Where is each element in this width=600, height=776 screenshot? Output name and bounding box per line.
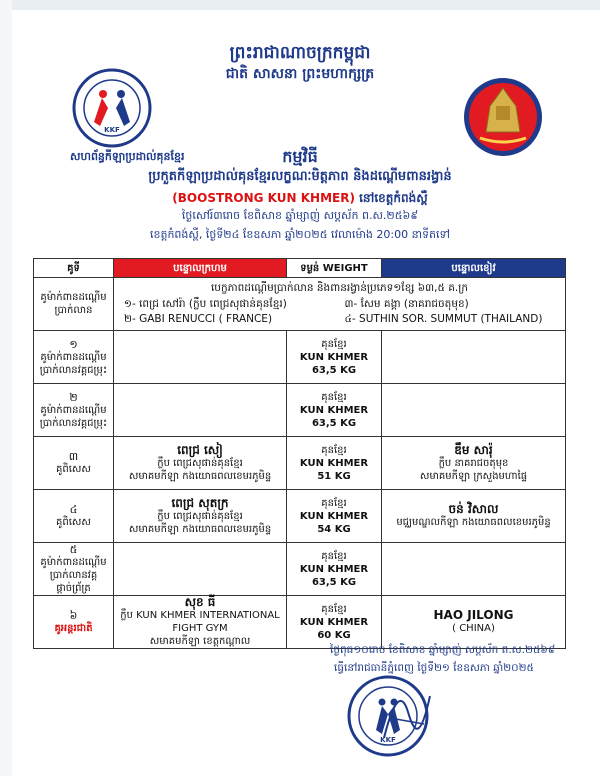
left-band bbox=[0, 0, 12, 776]
prize-fight-2: ២- GABI RENUCCI ( FRANCE) bbox=[124, 312, 273, 325]
bout-number: ២ bbox=[69, 390, 78, 404]
table-row bbox=[34, 490, 566, 543]
top-band bbox=[0, 0, 600, 10]
weight-class-kh: គុនខ្មែរ bbox=[321, 497, 347, 509]
blue-fighter-name: ចន់ វិសាល bbox=[448, 502, 499, 516]
red-fighter-club: ក្លឹប ពេជ្រសុផាន់គុនខ្មែរ bbox=[157, 457, 243, 469]
weight-value: 63,5 KG bbox=[311, 417, 357, 429]
table-row bbox=[34, 384, 566, 437]
weight-value: 63,5 KG bbox=[311, 576, 357, 588]
prize-top-line: បេក្ខភាពដណ្តើមប្រាក់លាន និងពានរង្វាន់ប្រភេទ១ខ្សែ ៦៣,៥ គ.ក្រ bbox=[210, 281, 469, 294]
header-bout: គូទី bbox=[34, 259, 114, 278]
bout-label: គូម៉ាក់ពានដណ្តើមប្រាក់លានវគ្គផ្តាច់ព្រ័ត្រ bbox=[40, 557, 107, 594]
prize-bout-label: គូម៉ាក់ពានដណ្តើមប្រាក់លាន bbox=[34, 278, 114, 331]
issue-place-date: ធ្វើនៅរាជធានីភ្នំពេញ ថ្ងៃទី២១ ខែឧសភា ឆ្នាំ២០២៥ bbox=[334, 662, 534, 674]
bout-label: គូម៉ាក់ពានដណ្តើមប្រាក់លានវគ្គជម្រុះ bbox=[39, 351, 108, 376]
blue-fighter-cell bbox=[382, 596, 566, 649]
weight-class-en: KUN KHMER bbox=[299, 351, 369, 363]
red-fighter-cell bbox=[114, 490, 287, 543]
bout-cell bbox=[34, 490, 114, 543]
red-fighter-association: សមាគមកីឡា កងយោធពលខេមរភូមិន្ទ bbox=[128, 523, 272, 535]
event-location: នៅខេត្តកំពង់ស្ពឺ bbox=[359, 191, 428, 205]
red-fighter-cell bbox=[114, 331, 287, 384]
blue-fighter-name: HAO JILONG bbox=[433, 608, 514, 622]
lunar-date: ថ្ងៃសៅរ៍៣រោច ខែពិសាខ ឆ្នាំម្សាញ់ សប្តស័ក ព.ស.២៥៦៩ bbox=[181, 209, 419, 222]
bout-number: ៣ bbox=[68, 450, 79, 463]
kkf-logo-abbr: KKF bbox=[104, 126, 120, 134]
prize-fights-list bbox=[114, 297, 565, 327]
seal-abbr: KKF bbox=[380, 736, 396, 744]
weight-class-en: KUN KHMER bbox=[299, 563, 369, 575]
prize-fight-3: ៣- សែម គង្គា (នាគរាជចតុមុខ) bbox=[344, 297, 469, 310]
blue-fighter-name: ឌឹម សារ៉ុ bbox=[454, 442, 493, 457]
bout-number: ៦ bbox=[69, 609, 78, 622]
blue-fighter-cell bbox=[382, 437, 566, 490]
red-fighter-name: ពេជ្រ សៀ bbox=[177, 442, 223, 457]
header-weight: ទម្ងន់ WEIGHT bbox=[287, 259, 382, 278]
blue-fighter-club: មជ្ឈមណ្ឌលកីឡា កងយោធពលខេមរភូមិន្ទ bbox=[396, 517, 551, 528]
blue-fighter-cell bbox=[382, 384, 566, 437]
prize-bout-details bbox=[114, 278, 566, 331]
bout-number: ៤ bbox=[69, 503, 78, 516]
bout-cell bbox=[34, 596, 114, 649]
kkf-logo bbox=[72, 68, 152, 148]
table-row bbox=[34, 596, 566, 649]
header-red-corner: បន្ទោលក្រហម bbox=[114, 259, 287, 278]
weight-cell bbox=[287, 437, 382, 490]
weight-value: 63,5 KG bbox=[311, 364, 357, 376]
bout-cell bbox=[34, 437, 114, 490]
event-title: ប្រកួតកីឡាប្រដាល់គុនខ្មែរលក្ខណៈមិត្តភាព និងដណ្តើមពានរង្វាន់ bbox=[148, 169, 452, 184]
weight-value: 54 KG bbox=[317, 523, 351, 535]
blue-fighter-country: ( CHINA) bbox=[452, 623, 495, 634]
table-header-row bbox=[34, 259, 566, 278]
issue-lunar-date: ថ្ងៃពុធ១០រោច ខែពិសាខ ឆ្នាំម្សាញ់ សប្តស័ក ព.ស.២៥៦៩ bbox=[330, 644, 556, 656]
bout-label: គូពិសេស bbox=[56, 464, 91, 475]
blue-fighter-club: ក្លឹប នាគរាជចតុមុខ bbox=[438, 457, 509, 469]
bout-label: គូពិសេស bbox=[56, 517, 91, 528]
red-fighter-association: សមាគមកីឡា ខេត្តកណ្តាល bbox=[149, 636, 251, 647]
red-fighter-name: ពេជ្រ សុតក្រ bbox=[171, 495, 229, 510]
weight-cell bbox=[287, 331, 382, 384]
national-motto: ជាតិ សាសនា ព្រះមហាក្សត្រ bbox=[225, 66, 375, 82]
weight-class-en: KUN KHMER bbox=[299, 616, 369, 628]
sponsor-name: (BOOSTRONG KUN KHMER) bbox=[172, 191, 355, 205]
bout-cell bbox=[34, 543, 114, 596]
weight-class-kh: គុនខ្មែរ bbox=[321, 444, 347, 456]
weight-class-en: KUN KHMER bbox=[299, 510, 369, 522]
header-blue-corner: បន្ទោលខៀវ bbox=[382, 259, 566, 278]
blue-fighter-association: សមាគមកីឡា ក្រសួងមហាផ្ទៃ bbox=[419, 470, 528, 482]
red-fighter-club: ក្លឹប KUN KHMER INTERNATIONAL FIGHT GYM bbox=[120, 610, 280, 634]
bout-number: ១ bbox=[69, 337, 78, 351]
bout-number: ៥ bbox=[69, 543, 78, 556]
event-subtitle bbox=[0, 190, 600, 208]
federation-name: សហព័ន្ធកីឡាប្រដាល់គុនខ្មែរ bbox=[70, 150, 185, 163]
weight-value: 51 KG bbox=[317, 470, 351, 482]
red-fighter-club: ក្លឹប ពេជ្រសុផាន់គុនខ្មែរ bbox=[157, 510, 243, 522]
prize-bout-row bbox=[34, 278, 566, 331]
weight-class-en: KUN KHMER bbox=[299, 457, 369, 469]
red-fighter-cell bbox=[114, 596, 287, 649]
bout-label: គូម៉ាក់ពានដណ្តើមប្រាក់លានវគ្គជម្រុះ bbox=[39, 404, 108, 429]
event-date-time: ខេត្តកំពង់ស្ពឺ, ថ្ងៃទី២៤ ខែឧសភា ឆ្នាំ២០២៥ វេលាម៉ោង 20:00 នាទីតទៅ bbox=[149, 228, 451, 241]
signature-mark bbox=[380, 688, 434, 746]
weight-cell bbox=[287, 490, 382, 543]
table-row bbox=[34, 331, 566, 384]
weight-value: 60 KG bbox=[317, 629, 351, 641]
bout-cell bbox=[34, 384, 114, 437]
international-bout-label: គូអន្តរជាតិ bbox=[54, 623, 93, 634]
weight-cell bbox=[287, 596, 382, 649]
table-row bbox=[34, 437, 566, 490]
red-fighter-name: សុខ ធី bbox=[184, 595, 216, 609]
blue-fighter-cell bbox=[382, 490, 566, 543]
prize-fight-1: ១- ពេជ្រ សៅរ៉ា (ក្លឹប ពេជ្រសុផាន់គុនខ្មែរ) bbox=[124, 297, 287, 310]
bout-cell bbox=[34, 331, 114, 384]
weight-class-kh: គុនខ្មែរ bbox=[321, 338, 347, 350]
red-fighter-cell bbox=[114, 437, 287, 490]
weight-cell bbox=[287, 543, 382, 596]
weight-class-kh: គុនខ្មែរ bbox=[321, 391, 347, 403]
weight-class-kh: គុនខ្មែរ bbox=[321, 550, 347, 562]
red-fighter-association: សមាគមកីឡា កងយោធពលខេមរភូមិន្ទ bbox=[128, 470, 272, 482]
kingdom-heading: ព្រះរាជាណាចក្រកម្ពុជា bbox=[229, 43, 371, 63]
red-fighter-cell bbox=[114, 543, 287, 596]
blue-fighter-cell bbox=[382, 331, 566, 384]
fight-card-table bbox=[33, 258, 566, 649]
weight-class-en: KUN KHMER bbox=[299, 404, 369, 416]
weight-cell bbox=[287, 384, 382, 437]
blue-fighter-cell bbox=[382, 543, 566, 596]
program-title: កម្មវិធី bbox=[282, 147, 318, 166]
table-row bbox=[34, 543, 566, 596]
red-fighter-cell bbox=[114, 384, 287, 437]
weight-class-kh: គុនខ្មែរ bbox=[321, 603, 347, 615]
prize-fight-4: ៤- SUTHIN SOR. SUMMUT (THAILAND) bbox=[344, 312, 543, 325]
